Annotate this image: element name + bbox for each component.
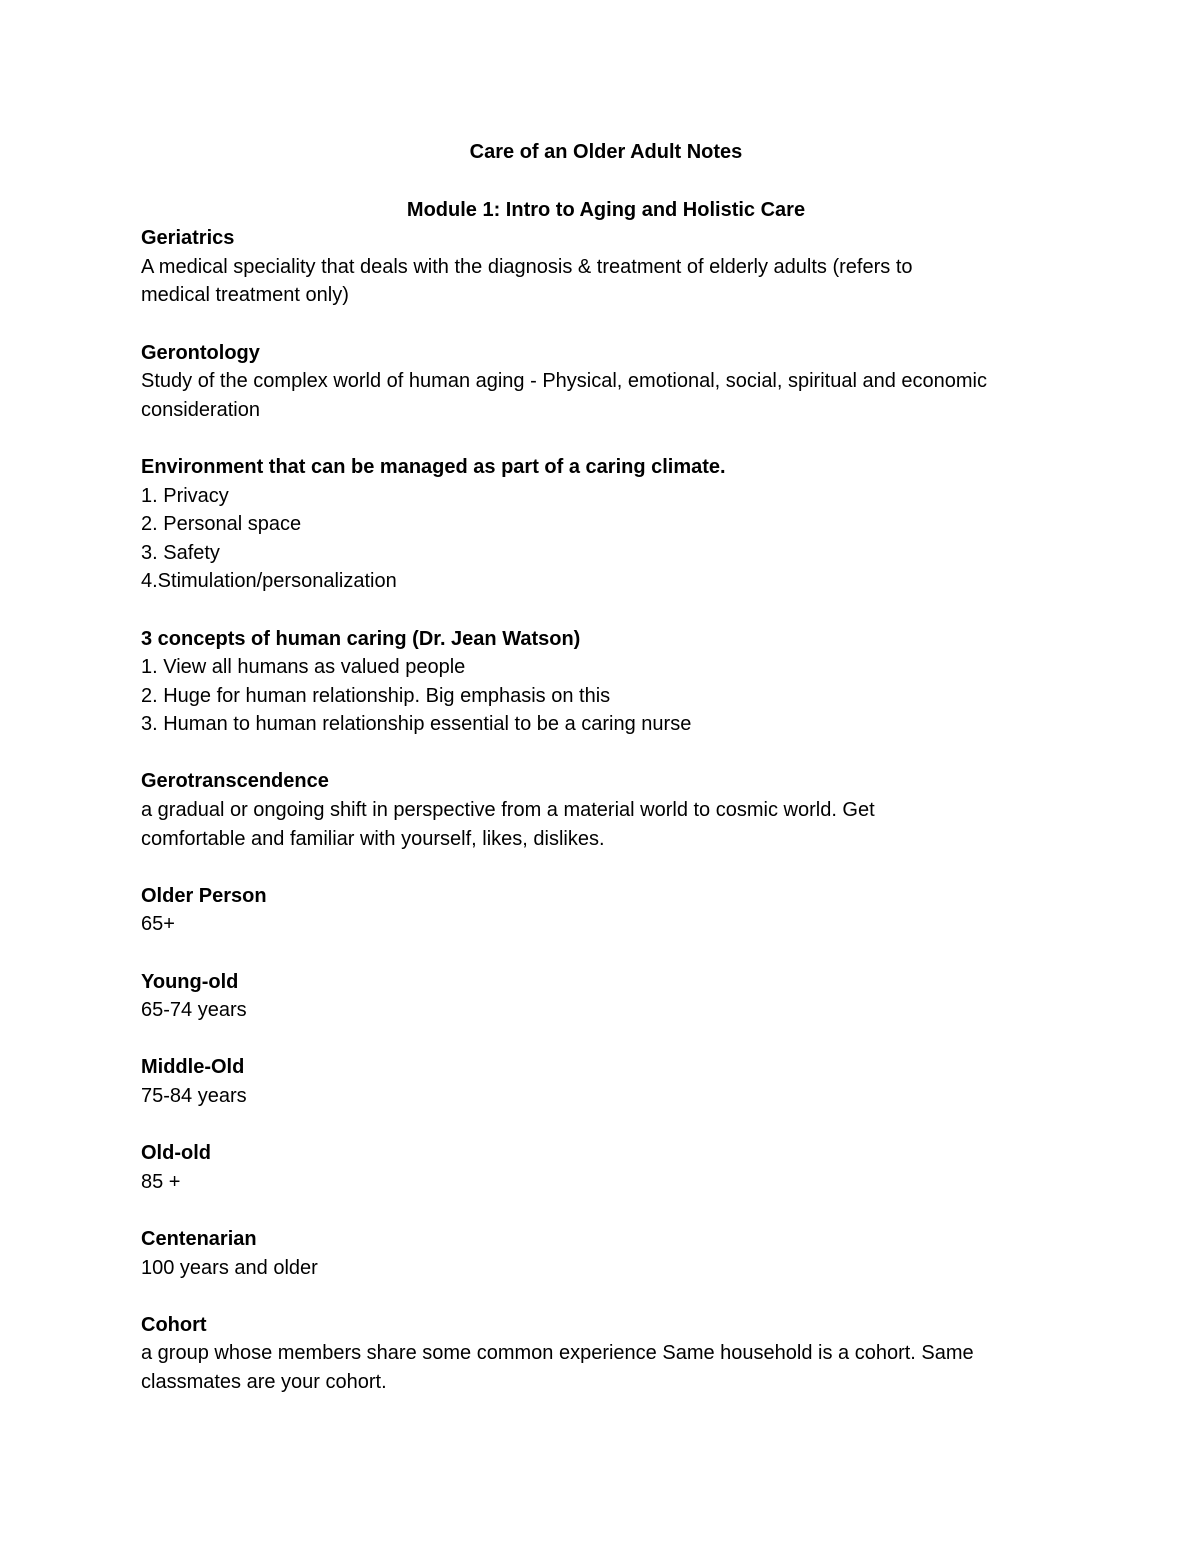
- section-human-caring-concepts: [141, 625, 1071, 739]
- section-caring-environment: [141, 453, 1071, 596]
- list-item: 2. Personal space: [141, 513, 302, 536]
- section-heading: Young-old: [141, 970, 239, 993]
- list-item: 1. Privacy: [141, 484, 229, 507]
- section-text-line: consideration: [141, 398, 260, 421]
- section-text-line: classmates are your cohort.: [141, 1370, 387, 1393]
- section-old-old: [141, 1139, 1071, 1196]
- list-item: 1. View all humans as valued people: [141, 656, 466, 679]
- section-middle-old: [141, 1053, 1071, 1110]
- section-heading: Centenarian: [141, 1227, 257, 1250]
- section-text-line: a gradual or ongoing shift in perspective from a material world to cosmic world. Get: [141, 799, 875, 822]
- section-text-line: Study of the complex world of human aging - Physical, emotional, social, spiritual and economic: [141, 370, 987, 393]
- caring-environment-list: [141, 482, 1071, 596]
- section-text-line: 75-84 years: [141, 1085, 247, 1107]
- section-geriatrics: [141, 224, 1071, 310]
- section-text-line: 100 years and older: [141, 1256, 318, 1279]
- section-text-line: comfortable and familiar with yourself, likes, dislikes.: [141, 827, 605, 850]
- document-title: Care of an Older Adult Notes: [469, 141, 743, 163]
- section-young-old: [141, 968, 1071, 1025]
- list-item: 2. Huge for human relationship. Big emphasis on this: [141, 684, 611, 707]
- section-text-line: a group whose members share some common experience Same household is a cohort. Same: [141, 1342, 974, 1365]
- section-heading: Gerontology: [141, 341, 260, 364]
- module-heading: Module 1: Intro to Aging and Holistic Care: [406, 198, 806, 221]
- section-heading: Older Person: [141, 884, 267, 907]
- section-text-line: 85 +: [141, 1170, 181, 1193]
- section-centenarian: [141, 1225, 1071, 1282]
- section-heading: 3 concepts of human caring (Dr. Jean Watson): [141, 627, 581, 650]
- section-text-line: A medical speciality that deals with the diagnosis & treatment of elderly adults (refers to: [141, 255, 913, 278]
- section-heading: Geriatrics: [141, 227, 235, 250]
- section-gerontology: [141, 339, 1071, 425]
- section-heading: Middle-Old: [141, 1056, 245, 1079]
- section-older-person: [141, 882, 1071, 939]
- section-text-line: 65+: [141, 913, 175, 936]
- human-caring-list: [141, 653, 1071, 739]
- section-text-line: medical treatment only): [141, 284, 349, 307]
- section-cohort: [141, 1311, 1071, 1397]
- section-gerotranscendence: [141, 767, 1071, 853]
- section-text-line: 65-74 years: [141, 999, 247, 1022]
- document-content: [141, 138, 1071, 1397]
- section-heading: Gerotranscendence: [141, 770, 329, 793]
- section-heading: Environment that can be managed as part of a caring climate.: [141, 455, 726, 478]
- list-item: 4.Stimulation/personalization: [141, 570, 397, 593]
- list-item: 3. Human to human relationship essential to be a caring nurse: [141, 713, 692, 736]
- list-item: 3. Safety: [141, 541, 220, 564]
- section-heading: Cohort: [141, 1313, 207, 1336]
- section-heading: Old-old: [141, 1142, 211, 1165]
